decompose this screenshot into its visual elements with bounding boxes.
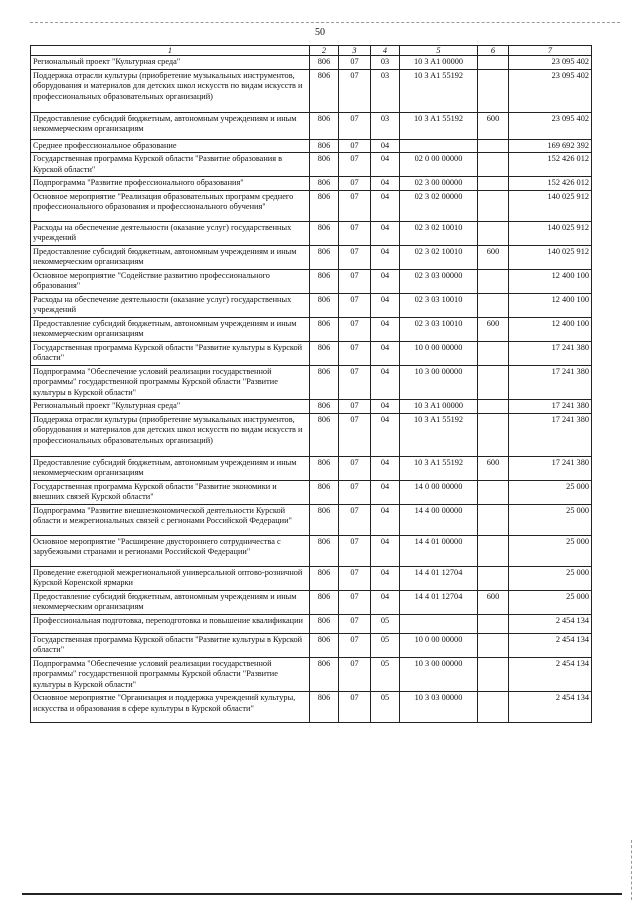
subsection-cell: 04 (371, 341, 400, 365)
table-row (31, 614, 592, 633)
expense-type-cell: 600 (478, 112, 509, 139)
target-article-cell: 14 4 01 00000 (400, 535, 478, 566)
subsection-cell: 03 (371, 69, 400, 112)
grbs-code-cell: 806 (310, 69, 339, 112)
expense-type-cell (478, 177, 509, 191)
table-row (31, 535, 592, 566)
top-dashed-rule (30, 22, 620, 23)
amount-cell: 25 000 (509, 480, 592, 504)
target-article-cell (400, 139, 478, 153)
grbs-code-cell: 806 (310, 566, 339, 590)
expense-type-cell (478, 221, 509, 245)
grbs-code-cell: 806 (310, 633, 339, 657)
expense-type-cell (478, 566, 509, 590)
row-name-cell: Подпрограмма "Развитие профессионального образования" (31, 177, 310, 191)
expense-type-cell (478, 614, 509, 633)
grbs-code-cell: 806 (310, 190, 339, 221)
amount-cell: 25 000 (509, 566, 592, 590)
amount-cell: 23 095 402 (509, 112, 592, 139)
table-row (31, 692, 592, 723)
section-cell: 07 (339, 614, 371, 633)
table-row (31, 633, 592, 657)
target-article-cell: 02 3 02 10010 (400, 245, 478, 269)
expense-type-cell (478, 139, 509, 153)
grbs-code-cell: 806 (310, 413, 339, 456)
target-article-cell: 14 4 01 12704 (400, 590, 478, 614)
section-cell: 07 (339, 112, 371, 139)
grbs-code-cell: 806 (310, 269, 339, 293)
table-row (31, 657, 592, 692)
grbs-code-cell: 806 (310, 112, 339, 139)
subsection-cell: 04 (371, 480, 400, 504)
expense-type-cell (478, 413, 509, 456)
section-cell: 07 (339, 139, 371, 153)
subsection-cell: 04 (371, 590, 400, 614)
expense-type-cell (478, 504, 509, 535)
row-name-cell: Расходы на обеспечение деятельности (оказание услуг) государственных учреждений (31, 293, 310, 317)
section-cell: 07 (339, 657, 371, 692)
subsection-cell: 04 (371, 269, 400, 293)
subsection-cell: 03 (371, 112, 400, 139)
grbs-code-cell: 806 (310, 153, 339, 177)
section-cell: 07 (339, 69, 371, 112)
grbs-code-cell: 806 (310, 480, 339, 504)
row-name-cell: Проведение ежегодной межрегиональной универсальной оптово-розничной Курской Коренской ярмарки (31, 566, 310, 590)
subsection-cell: 04 (371, 535, 400, 566)
amount-cell: 23 095 402 (509, 56, 592, 70)
grbs-code-cell: 806 (310, 139, 339, 153)
row-name-cell: Подпрограмма "Обеспечение условий реализации государственной программы" государственной программы Курской области "Развитие культуры в Курской области" (31, 657, 310, 692)
target-article-cell: 14 4 00 00000 (400, 504, 478, 535)
row-name-cell: Предоставление субсидий бюджетным, автономным учреждениям и иным некоммерческим организациям (31, 317, 310, 341)
section-cell: 07 (339, 190, 371, 221)
table-row (31, 317, 592, 341)
grbs-code-cell: 806 (310, 692, 339, 723)
amount-cell: 17 241 380 (509, 456, 592, 480)
subsection-cell: 04 (371, 413, 400, 456)
row-name-cell: Региональный проект "Культурная среда" (31, 400, 310, 414)
amount-cell: 17 241 380 (509, 413, 592, 456)
section-cell: 07 (339, 293, 371, 317)
expense-type-cell (478, 480, 509, 504)
table-row (31, 153, 592, 177)
target-article-cell: 10 3 A1 55192 (400, 456, 478, 480)
section-cell: 07 (339, 341, 371, 365)
expense-type-cell: 600 (478, 456, 509, 480)
expense-type-cell (478, 153, 509, 177)
grbs-code-cell: 806 (310, 341, 339, 365)
amount-cell: 2 454 134 (509, 657, 592, 692)
section-cell: 07 (339, 456, 371, 480)
amount-cell: 17 241 380 (509, 341, 592, 365)
subsection-cell: 05 (371, 692, 400, 723)
table-row (31, 413, 592, 456)
subsection-cell: 04 (371, 566, 400, 590)
header-col-3: 3 (339, 46, 371, 56)
table-row (31, 221, 592, 245)
subsection-cell: 05 (371, 633, 400, 657)
header-col-7: 7 (509, 46, 592, 56)
row-name-cell: Расходы на обеспечение деятельности (оказание услуг) государственных учреждений (31, 221, 310, 245)
target-article-cell: 10 3 00 00000 (400, 657, 478, 692)
target-article-cell: 14 0 00 00000 (400, 480, 478, 504)
subsection-cell: 04 (371, 153, 400, 177)
amount-cell: 12 400 100 (509, 317, 592, 341)
grbs-code-cell: 806 (310, 245, 339, 269)
amount-cell: 140 025 912 (509, 245, 592, 269)
expense-type-cell (478, 69, 509, 112)
table-row (31, 245, 592, 269)
table-row (31, 139, 592, 153)
section-cell: 07 (339, 269, 371, 293)
section-cell: 07 (339, 245, 371, 269)
grbs-code-cell: 806 (310, 614, 339, 633)
grbs-code-cell: 806 (310, 504, 339, 535)
target-article-cell: 14 4 01 12704 (400, 566, 478, 590)
expense-type-cell (478, 657, 509, 692)
table-row (31, 293, 592, 317)
section-cell: 07 (339, 566, 371, 590)
amount-cell: 25 000 (509, 535, 592, 566)
table-row (31, 56, 592, 70)
section-cell: 07 (339, 153, 371, 177)
row-name-cell: Региональный проект "Культурная среда" (31, 56, 310, 70)
row-name-cell: Основное мероприятие "Расширение двустороннего сотрудничества с зарубежными странами и регионами Российской Федерации" (31, 535, 310, 566)
grbs-code-cell: 806 (310, 293, 339, 317)
amount-cell: 2 454 134 (509, 633, 592, 657)
target-article-cell: 10 3 A1 55192 (400, 413, 478, 456)
section-cell: 07 (339, 480, 371, 504)
expense-type-cell (478, 400, 509, 414)
subsection-cell: 04 (371, 190, 400, 221)
target-article-cell (400, 614, 478, 633)
amount-cell: 2 454 134 (509, 692, 592, 723)
amount-cell: 25 000 (509, 504, 592, 535)
row-name-cell: Профессиональная подготовка, переподготовка и повышение квалификации (31, 614, 310, 633)
table-row (31, 480, 592, 504)
amount-cell: 25 000 (509, 590, 592, 614)
subsection-cell: 04 (371, 504, 400, 535)
subsection-cell: 04 (371, 400, 400, 414)
subsection-cell: 04 (371, 456, 400, 480)
expense-type-cell (478, 269, 509, 293)
section-cell: 07 (339, 633, 371, 657)
target-article-cell: 10 3 03 00000 (400, 692, 478, 723)
section-cell: 07 (339, 365, 371, 400)
table-row (31, 177, 592, 191)
expense-type-cell (478, 692, 509, 723)
row-name-cell: Государственная программа Курской области "Развитие экономики и внешних связей Курской области" (31, 480, 310, 504)
target-article-cell: 02 3 03 10010 (400, 317, 478, 341)
row-name-cell: Поддержка отрасли культуры (приобретение музыкальных инструментов, оборудования и материалов для детских школ искусств по видам искусств и профессиональных образовательных организаций) (31, 69, 310, 112)
page-number: 50 (315, 27, 325, 38)
subsection-cell: 05 (371, 614, 400, 633)
table-row (31, 590, 592, 614)
expense-type-cell: 600 (478, 317, 509, 341)
grbs-code-cell: 806 (310, 177, 339, 191)
expense-type-cell: 600 (478, 590, 509, 614)
expense-type-cell: 600 (478, 245, 509, 269)
expense-type-cell (478, 56, 509, 70)
grbs-code-cell: 806 (310, 317, 339, 341)
row-name-cell: Основное мероприятие "Содействие развитию профессионального образования" (31, 269, 310, 293)
amount-cell: 140 025 912 (509, 190, 592, 221)
bottom-rule (22, 893, 622, 895)
table-row (31, 112, 592, 139)
row-name-cell: Подпрограмма "Обеспечение условий реализации государственной программы" государственной программы Курской области "Развитие культуры в Курской области" (31, 365, 310, 400)
header-col-5: 5 (400, 46, 478, 56)
subsection-cell: 04 (371, 365, 400, 400)
scan-edge (631, 840, 632, 900)
grbs-code-cell: 806 (310, 221, 339, 245)
section-cell: 07 (339, 692, 371, 723)
table-row (31, 190, 592, 221)
header-col-4: 4 (371, 46, 400, 56)
expense-type-cell (478, 293, 509, 317)
section-cell: 07 (339, 400, 371, 414)
target-article-cell: 10 3 A1 55192 (400, 112, 478, 139)
target-article-cell: 02 3 03 00000 (400, 269, 478, 293)
grbs-code-cell: 806 (310, 535, 339, 566)
table-row (31, 456, 592, 480)
subsection-cell: 04 (371, 221, 400, 245)
section-cell: 07 (339, 221, 371, 245)
row-name-cell: Основное мероприятие "Организация и поддержка учреждений культуры, искусства и образования в сфере культуры в Курской области" (31, 692, 310, 723)
section-cell: 07 (339, 590, 371, 614)
grbs-code-cell: 806 (310, 590, 339, 614)
amount-cell: 17 241 380 (509, 400, 592, 414)
row-name-cell: Предоставление субсидий бюджетным, автономным учреждениям и иным некоммерческим организациям (31, 456, 310, 480)
amount-cell: 2 454 134 (509, 614, 592, 633)
table-row (31, 365, 592, 400)
target-article-cell: 10 0 00 00000 (400, 633, 478, 657)
target-article-cell: 10 0 00 00000 (400, 341, 478, 365)
expense-type-cell (478, 341, 509, 365)
section-cell: 07 (339, 413, 371, 456)
table-row (31, 69, 592, 112)
header-col-2: 2 (310, 46, 339, 56)
grbs-code-cell: 806 (310, 365, 339, 400)
target-article-cell: 10 3 00 00000 (400, 365, 478, 400)
section-cell: 07 (339, 56, 371, 70)
row-name-cell: Среднее профессиональное образование (31, 139, 310, 153)
row-name-cell: Предоставление субсидий бюджетным, автономным учреждениям и иным некоммерческим организациям (31, 245, 310, 269)
target-article-cell: 02 3 02 10010 (400, 221, 478, 245)
amount-cell: 23 095 402 (509, 69, 592, 112)
expense-type-cell (478, 365, 509, 400)
row-name-cell: Государственная программа Курской области "Развитие культуры в Курской области" (31, 341, 310, 365)
header-col-1: 1 (31, 46, 310, 56)
table-row (31, 566, 592, 590)
subsection-cell: 04 (371, 245, 400, 269)
table-row (31, 269, 592, 293)
table-row (31, 341, 592, 365)
row-name-cell: Подпрограмма "Развитие внешнеэкономической деятельности Курской области и межрегиональных связей с регионами Российской Федерации" (31, 504, 310, 535)
subsection-cell: 04 (371, 293, 400, 317)
subsection-cell: 03 (371, 56, 400, 70)
header-col-6: 6 (478, 46, 509, 56)
target-article-cell: 10 3 A1 00000 (400, 56, 478, 70)
amount-cell: 169 692 392 (509, 139, 592, 153)
expense-type-cell (478, 190, 509, 221)
expense-type-cell (478, 633, 509, 657)
target-article-cell: 10 3 A1 00000 (400, 400, 478, 414)
row-name-cell: Основное мероприятие "Реализация образовательных программ среднего профессионального образования и профессионального обучения" (31, 190, 310, 221)
subsection-cell: 04 (371, 139, 400, 153)
amount-cell: 152 426 012 (509, 153, 592, 177)
target-article-cell: 02 0 00 00000 (400, 153, 478, 177)
section-cell: 07 (339, 535, 371, 566)
subsection-cell: 04 (371, 317, 400, 341)
grbs-code-cell: 806 (310, 657, 339, 692)
grbs-code-cell: 806 (310, 56, 339, 70)
row-name-cell: Государственная программа Курской области "Развитие образования в Курской области" (31, 153, 310, 177)
row-name-cell: Государственная программа Курской области "Развитие культуры в Курской области" (31, 633, 310, 657)
budget-table (30, 45, 592, 723)
table-row (31, 504, 592, 535)
amount-cell: 140 025 912 (509, 221, 592, 245)
subsection-cell: 04 (371, 177, 400, 191)
target-article-cell: 02 3 03 10010 (400, 293, 478, 317)
section-cell: 07 (339, 504, 371, 535)
row-name-cell: Предоставление субсидий бюджетным, автономным учреждениям и иным некоммерческим организациям (31, 590, 310, 614)
grbs-code-cell: 806 (310, 400, 339, 414)
amount-cell: 152 426 012 (509, 177, 592, 191)
grbs-code-cell: 806 (310, 456, 339, 480)
table-row (31, 400, 592, 414)
expense-type-cell (478, 535, 509, 566)
target-article-cell: 02 3 02 00000 (400, 190, 478, 221)
section-cell: 07 (339, 177, 371, 191)
target-article-cell: 02 3 00 00000 (400, 177, 478, 191)
row-name-cell: Поддержка отрасли культуры (приобретение музыкальных инструментов, оборудования и материалов для детских школ искусств по видам искусств и профессиональных образовательных организаций) (31, 413, 310, 456)
amount-cell: 12 400 100 (509, 293, 592, 317)
amount-cell: 17 241 380 (509, 365, 592, 400)
section-cell: 07 (339, 317, 371, 341)
header-row (31, 46, 592, 56)
target-article-cell: 10 3 A1 55192 (400, 69, 478, 112)
amount-cell: 12 400 100 (509, 269, 592, 293)
row-name-cell: Предоставление субсидий бюджетным, автономным учреждениям и иным некоммерческим организациям (31, 112, 310, 139)
subsection-cell: 05 (371, 657, 400, 692)
